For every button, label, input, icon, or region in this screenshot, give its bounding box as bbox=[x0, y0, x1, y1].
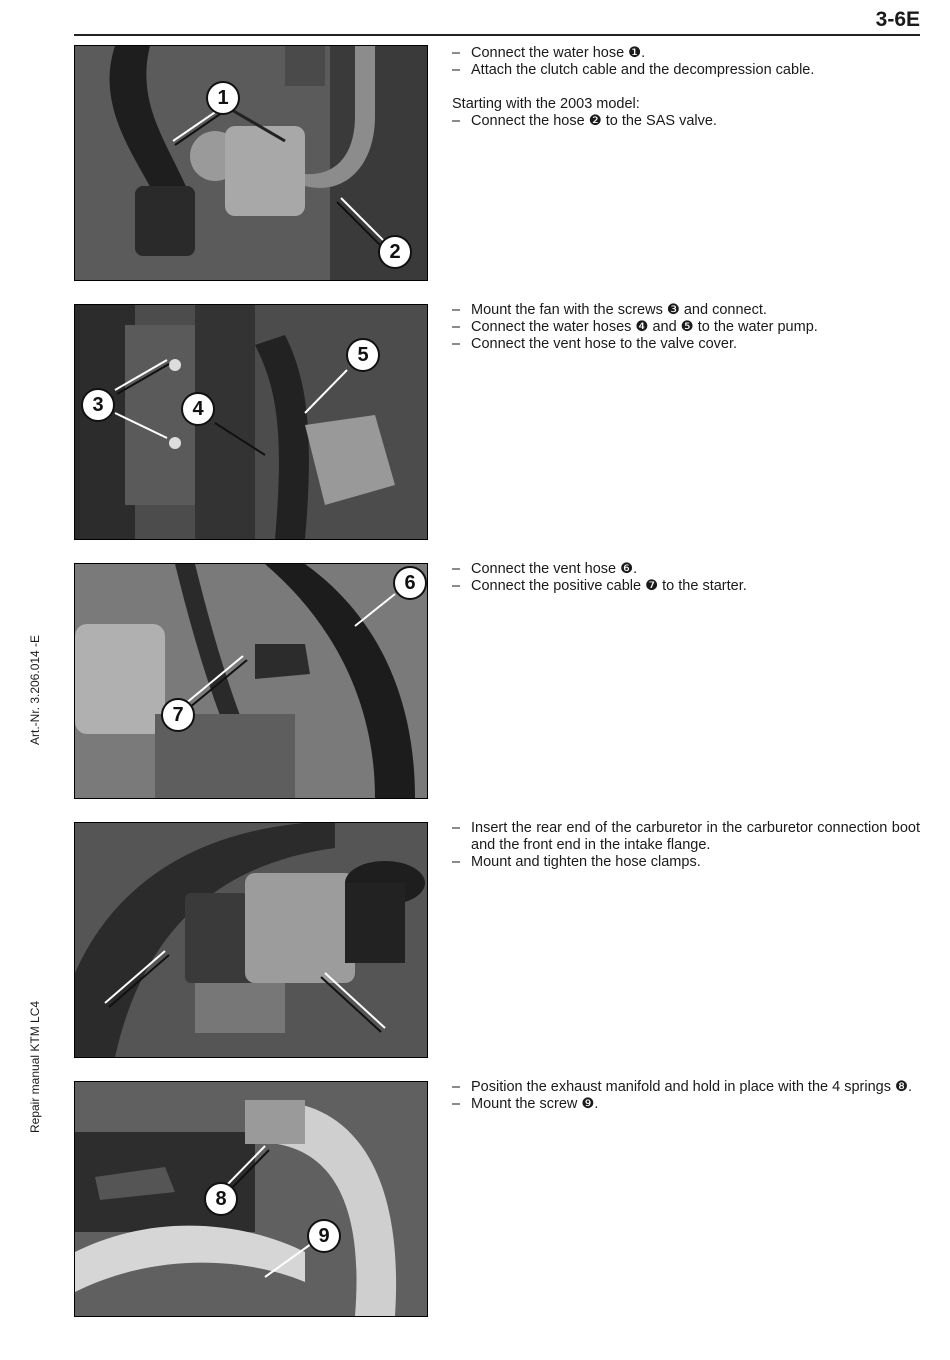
step-text: – Mount the fan with the screws ❸ and connect. bbox=[452, 302, 920, 319]
callout-7: 7 bbox=[161, 698, 195, 732]
step-text: – Connect the hose ❷ to the SAS valve. bbox=[452, 113, 920, 130]
photo-vent-hose bbox=[74, 563, 428, 799]
engine-photo-2 bbox=[75, 305, 427, 539]
instructions-section-2 bbox=[452, 302, 920, 353]
page-number: 3-6E bbox=[875, 8, 920, 31]
step-text: – Connect the water hoses ❹ and ❺ to the water pump. bbox=[452, 319, 920, 336]
step-text: – Mount and tighten the hose clamps. bbox=[452, 854, 920, 871]
instructions-section-1 bbox=[452, 45, 920, 130]
header-rule bbox=[74, 34, 920, 36]
callout-4: 4 bbox=[181, 392, 215, 426]
callout-3: 3 bbox=[81, 388, 115, 422]
step-text: – Position the exhaust manifold and hold in place with the 4 springs ❽. bbox=[452, 1079, 920, 1096]
callout-6: 6 bbox=[393, 566, 427, 600]
step-text: – Connect the vent hose to the valve cover. bbox=[452, 336, 920, 353]
callout-5: 5 bbox=[346, 338, 380, 372]
photo-exhaust-manifold bbox=[74, 1081, 428, 1317]
article-number-label: Art.-Nr. 3.206.014 -E bbox=[28, 634, 42, 745]
instructions-section-5 bbox=[452, 1079, 920, 1113]
step-text: – Connect the vent hose ❻. bbox=[452, 561, 920, 578]
step-text: – Connect the water hose ❶. bbox=[452, 45, 920, 62]
engine-photo-3 bbox=[75, 564, 427, 798]
photo-fan-mounting bbox=[74, 304, 428, 540]
step-text: – Connect the positive cable ❼ to the starter. bbox=[452, 578, 920, 595]
callout-9: 9 bbox=[307, 1219, 341, 1253]
step-text: – Attach the clutch cable and the decompression cable. bbox=[452, 62, 920, 79]
instructions-section-3 bbox=[452, 561, 920, 595]
callout-8: 8 bbox=[204, 1182, 238, 1216]
manual-title-label: Repair manual KTM LC4 bbox=[28, 1000, 42, 1133]
engine-photo-5 bbox=[75, 1082, 427, 1316]
photo-water-hose bbox=[74, 45, 428, 281]
callout-2: 2 bbox=[378, 235, 412, 269]
engine-photo-1 bbox=[75, 46, 427, 280]
photo-carburetor bbox=[74, 822, 428, 1058]
instructions-section-4 bbox=[452, 820, 920, 871]
step-text: – Mount the screw ❾. bbox=[452, 1096, 920, 1113]
model-note: Starting with the 2003 model: bbox=[452, 96, 640, 112]
callout-1: 1 bbox=[206, 81, 240, 115]
engine-photo-4 bbox=[75, 823, 427, 1057]
step-text: – Insert the rear end of the carburetor in the carburetor connection boot and the front end in the intake flange. bbox=[452, 820, 920, 854]
